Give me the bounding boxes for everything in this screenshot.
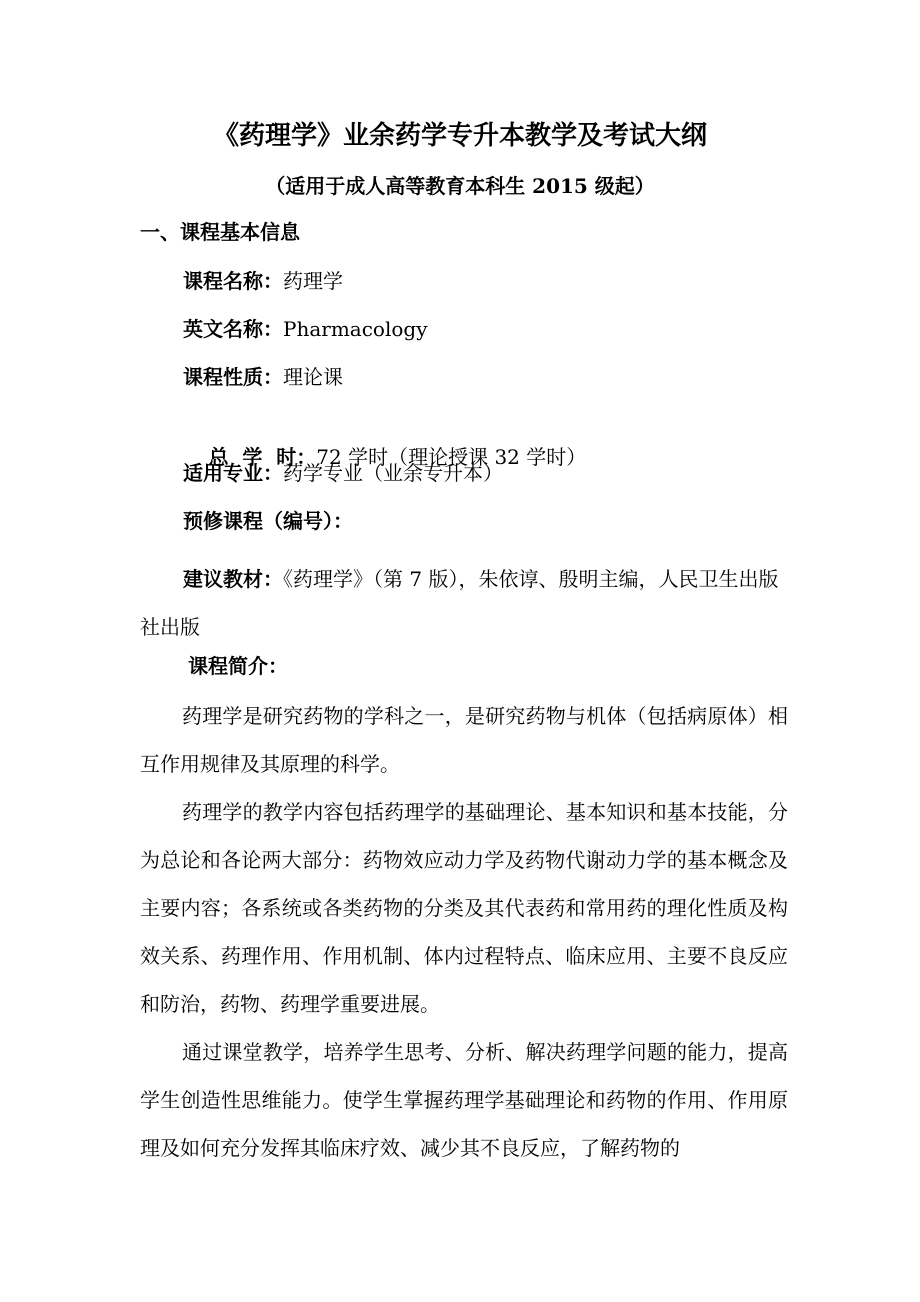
- info-row-course-nature: [183, 361, 343, 393]
- prerequisite-label: 预修课程（编号）：: [183, 509, 353, 533]
- document-subtitle: （适用于成人高等教育本科生 2015 级起）: [265, 174, 655, 198]
- course-intro-heading: 课程简介：: [188, 654, 288, 678]
- english-name-label: 英文名称：: [183, 317, 283, 341]
- english-name-value: Pharmacology: [283, 317, 428, 341]
- applicable-major-label: 适用专业：: [183, 461, 283, 485]
- textbook-value: 《药理学》（第 7 版），朱依谆、殷明主编，人民卫生出版社出版: [140, 567, 779, 639]
- section-heading-basic-info: 一、课程基本信息: [140, 220, 300, 244]
- course-name-value: 药理学: [283, 269, 343, 293]
- applicable-major-value: 药学专业（业余专升本）: [283, 461, 503, 485]
- course-name-label: 课程名称：: [183, 269, 283, 293]
- textbook-label: 建议教材：: [183, 567, 283, 591]
- objective-paragraph: 通过课堂教学，培养学生思考、分析、解决药理学问题的能力，提高学生创造性思维能力。使学生掌握药理学基础理论和药物的作用、作用原理及如何充分发挥其临床疗效、减少其不良反应，了解药物的: [140, 1040, 788, 1160]
- course-nature-label: 课程性质：: [183, 365, 283, 389]
- info-row-course-name: [183, 265, 343, 297]
- course-nature-value: 理论课: [283, 365, 343, 389]
- info-row-english-name: [183, 313, 428, 345]
- info-row-textbook: [140, 555, 790, 651]
- info-row-prerequisite: [183, 505, 353, 537]
- info-row-applicable-major: [183, 457, 503, 489]
- content-paragraph: 药理学的教学内容包括药理学的基础理论、基本知识和基本技能，分为总论和各论两大部分：药物效应动力学及药物代谢动力学的基本概念及主要内容；各系统或各类药物的分类及其代表药和常用药的理化性质及构效关系、药理作用、作用机制、体内过程特点、临床应用、主要不良反应和防治，药物、药理学重要进展。: [140, 800, 788, 1016]
- total-hours-value: 72 学时（理论授课 32 学时）: [316, 445, 587, 469]
- intro-paragraph: 药理学是研究药物的学科之一，是研究药物与机体（包括病原体）相互作用规律及其原理的科学。: [140, 704, 788, 776]
- total-hours-label: 总 学 时：: [208, 445, 317, 469]
- document-title: 《药理学》业余药学专升本教学及考试大纲: [212, 121, 707, 151]
